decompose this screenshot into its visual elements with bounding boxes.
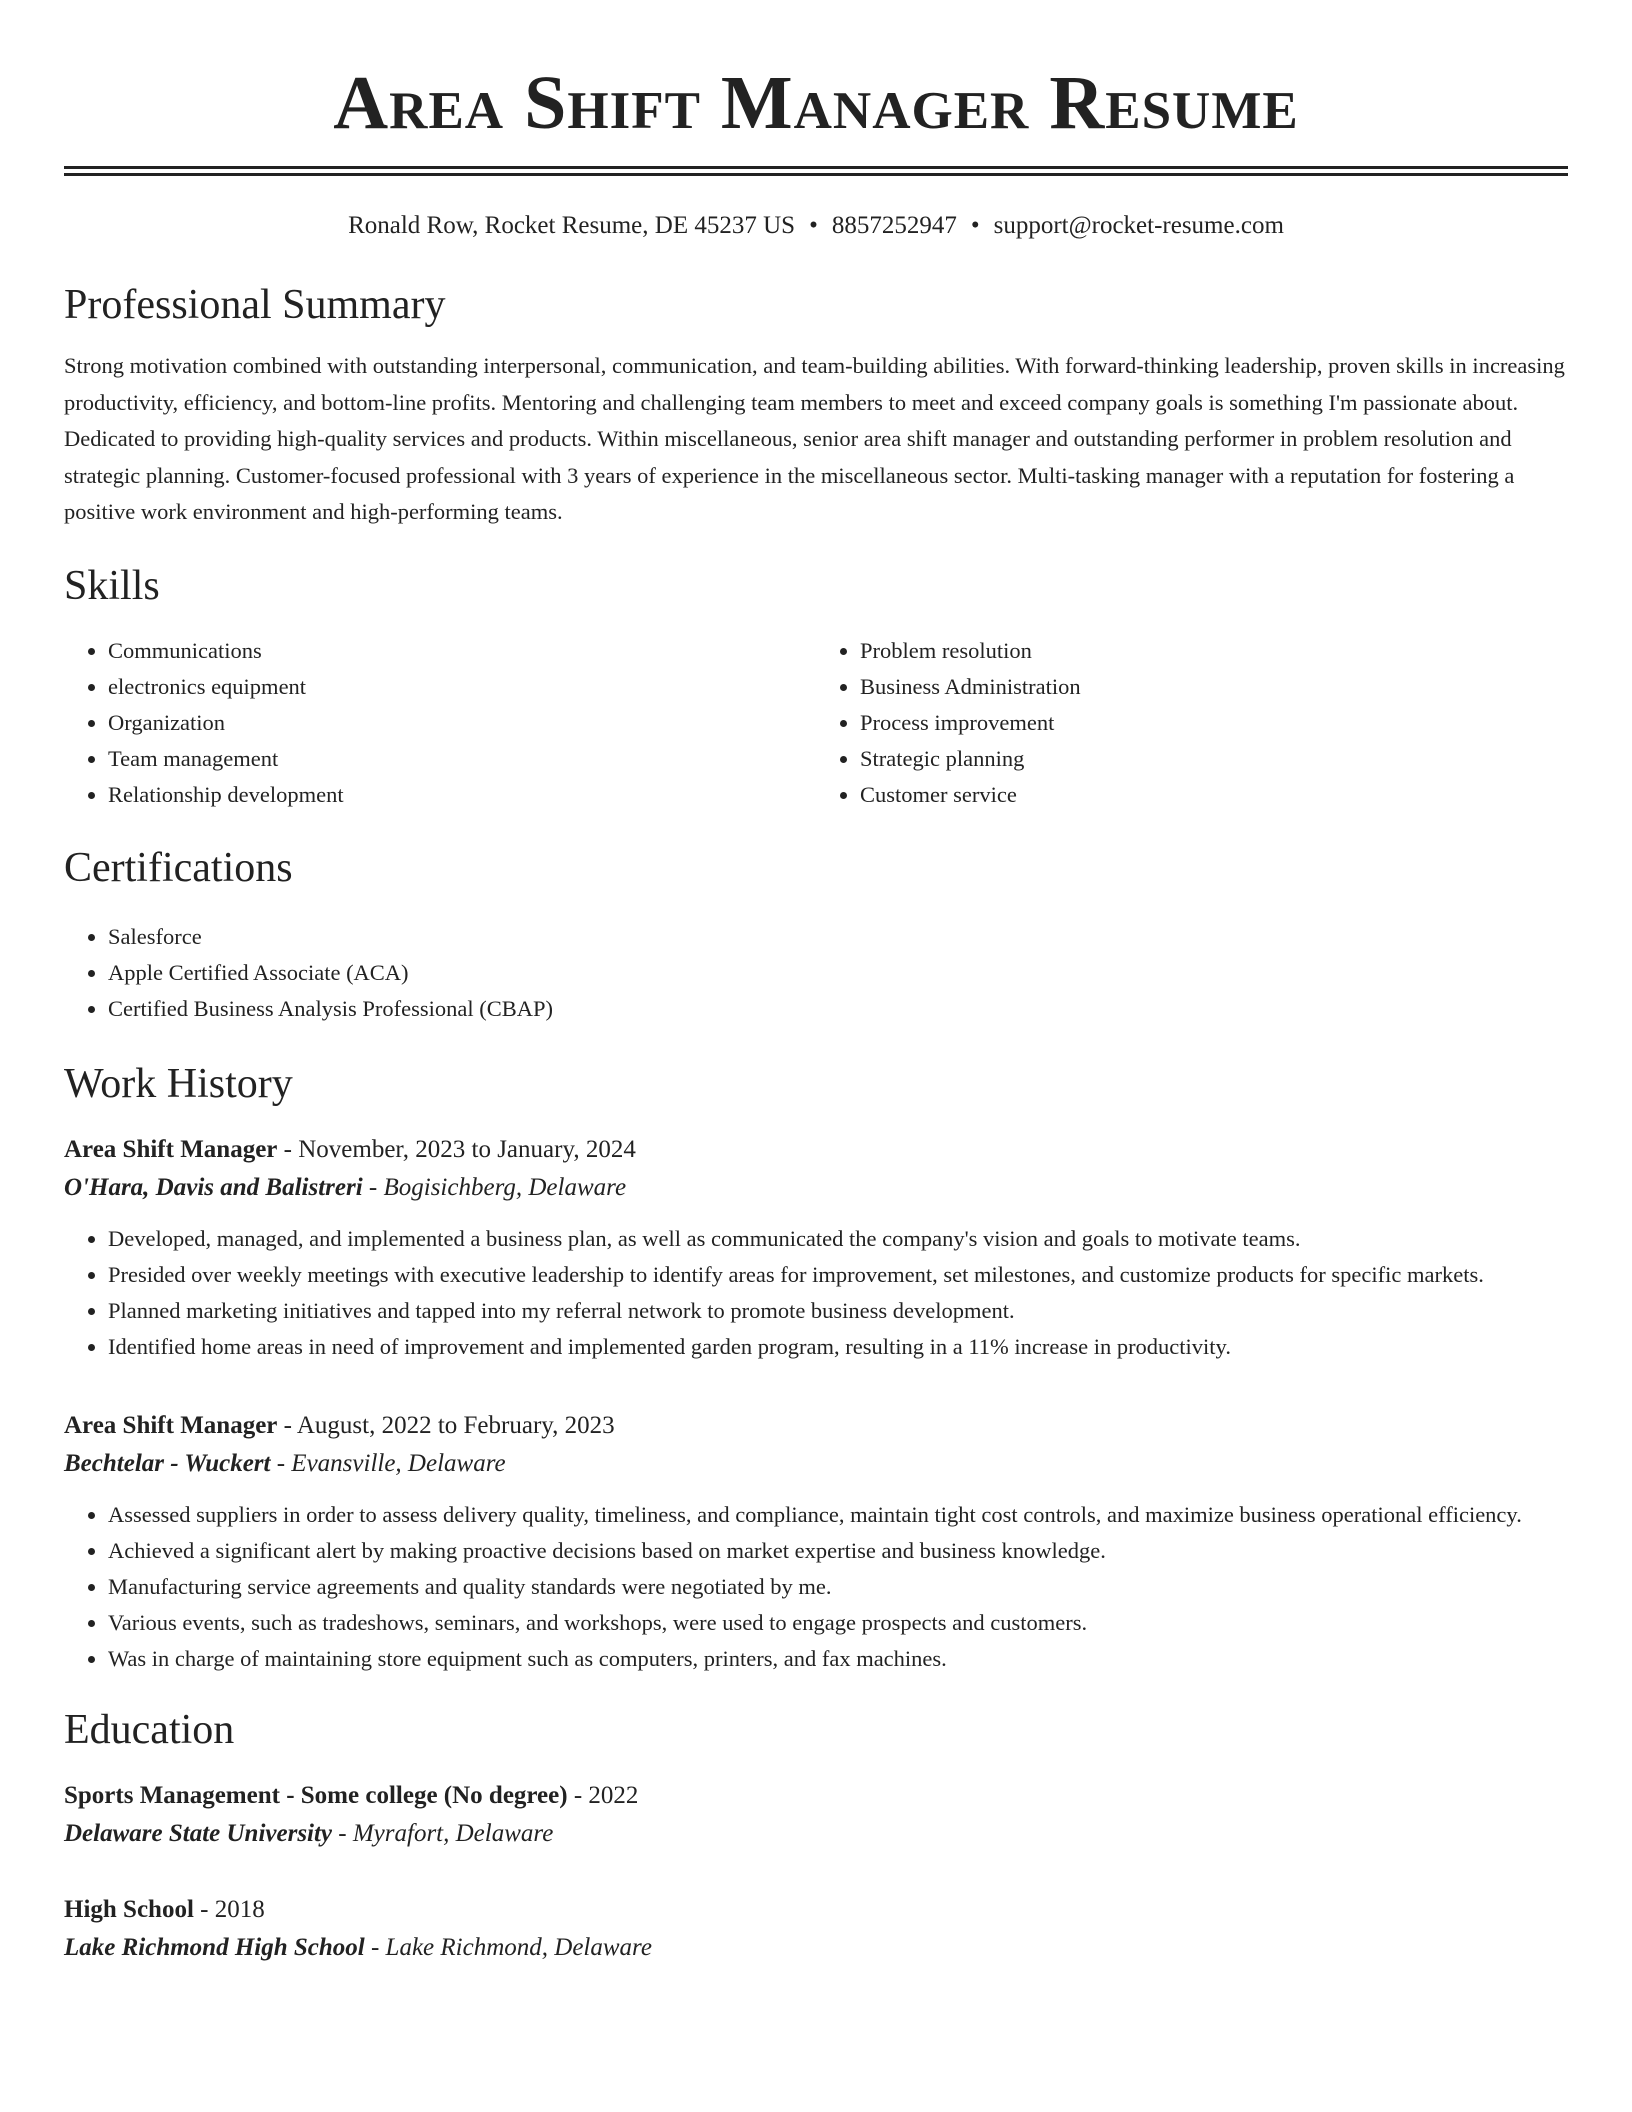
job-bullets bbox=[64, 1497, 1568, 1677]
skill-item: • Customer service bbox=[860, 777, 1568, 813]
summary-text: Strong motivation combined with outstanding interpersonal, communication, and team-building abilities. With forward-thinking leadership, proven skills in increasing productivity, efficiency, and bottom-line profits. Mentoring and challenging team members to meet and exceed company goals is something I'm passionate about. Dedicated to providing high-quality services and products. Within miscellaneous, senior area shift manager and outstanding performer in problem resolution and strategic planning. Customer-focused professional with 3 years of experience in the miscellaneous sector. Multi-tasking manager with a reputation for fostering a positive work environment and high-performing teams. bbox=[64, 353, 1565, 524]
job-title: Area Shift Manager bbox=[64, 1411, 278, 1439]
education-degree: Sports Management - Some college (No degree) bbox=[64, 1781, 568, 1809]
skill-item: • Communications bbox=[108, 633, 816, 669]
skill-item: • Strategic planning bbox=[860, 741, 1568, 777]
contact-separator: • bbox=[970, 212, 980, 239]
work-history-heading: Work History bbox=[64, 1060, 293, 1107]
job-company: O'Hara, Davis and Balistreri bbox=[64, 1173, 363, 1201]
education-institution bbox=[64, 1815, 1568, 1853]
job-bullet: • Was in charge of maintaining store equipment such as computers, printers, and fax machines. bbox=[108, 1641, 1568, 1677]
job-bullet: • Various events, such as tradeshows, seminars, and workshops, were used to engage prospects and customers. bbox=[108, 1605, 1568, 1641]
job-location: - Bogisichberg, Delaware bbox=[362, 1173, 627, 1201]
education-year: - 2018 bbox=[193, 1895, 265, 1923]
education-year: - 2022 bbox=[567, 1781, 639, 1809]
summary-heading: Professional Summary bbox=[64, 282, 446, 328]
skill-item: • Problem resolution bbox=[860, 633, 1568, 669]
certification-item: • Apple Certified Associate (ACA) bbox=[108, 955, 1568, 991]
contact-address: Ronald Row, Rocket Resume, DE 45237 US bbox=[348, 212, 796, 239]
job-employer bbox=[64, 1445, 1568, 1483]
skill-item: • Process improvement bbox=[860, 705, 1568, 741]
education-heading: Education bbox=[64, 1706, 235, 1753]
certification-item: • Certified Business Analysis Professional (CBAP) bbox=[108, 991, 1568, 1027]
job-entry bbox=[64, 1407, 1568, 1677]
education-location: - Lake Richmond, Delaware bbox=[364, 1933, 652, 1961]
job-header bbox=[64, 1407, 1568, 1445]
job-bullet: • Planned marketing initiatives and tapped into my referral network to promote business development. bbox=[108, 1293, 1568, 1329]
job-company: Bechtelar - Wuckert bbox=[64, 1449, 271, 1477]
education-header bbox=[64, 1777, 1568, 1815]
contact-phone: 8857252947 bbox=[831, 212, 957, 239]
education-school: Lake Richmond High School bbox=[64, 1933, 365, 1961]
skills-heading: Skills bbox=[64, 562, 160, 609]
education-institution bbox=[64, 1929, 1568, 1967]
job-location: - Evansville, Delaware bbox=[270, 1449, 506, 1477]
job-bullet: • Presided over weekly meetings with executive leadership to identify areas for improvement, set milestones, and customize products for specific markets. bbox=[108, 1257, 1568, 1293]
job-entry bbox=[64, 1131, 1568, 1365]
certifications-list bbox=[64, 919, 1568, 1027]
education-header bbox=[64, 1891, 1568, 1929]
job-header bbox=[64, 1131, 1568, 1169]
education-degree: High School bbox=[64, 1895, 194, 1923]
certifications-heading: Certifications bbox=[64, 844, 293, 891]
skill-item: • Business Administration bbox=[860, 669, 1568, 705]
education-entry bbox=[64, 1777, 1568, 1853]
job-bullet: • Manufacturing service agreements and quality standards were negotiated by me. bbox=[108, 1569, 1568, 1605]
contact-separator: • bbox=[809, 212, 818, 239]
skill-item: • Team management bbox=[108, 741, 816, 777]
title-double-rule bbox=[64, 166, 1568, 176]
contact-email: support@rocket-resume.com bbox=[993, 212, 1284, 239]
job-employer bbox=[64, 1169, 1568, 1207]
job-bullets bbox=[64, 1221, 1568, 1365]
skills-list-left bbox=[64, 633, 816, 813]
job-dates: - November, 2023 to January, 2024 bbox=[277, 1135, 636, 1163]
job-bullet: • Assessed suppliers in order to assess delivery quality, timeliness, and compliance, maintain tight cost controls, and maximize business operational efficiency. bbox=[108, 1497, 1568, 1533]
skill-item: • Organization bbox=[108, 705, 816, 741]
job-bullet: • Achieved a significant alert by making proactive decisions based on market expertise and business knowledge. bbox=[108, 1533, 1568, 1569]
job-dates: - August, 2022 to February, 2023 bbox=[277, 1411, 615, 1439]
education-location: - Myrafort, Delaware bbox=[332, 1819, 554, 1847]
job-bullet: • Identified home areas in need of improvement and implemented garden program, resulting in a 11% increase in productivity. bbox=[108, 1329, 1568, 1365]
job-bullet: • Developed, managed, and implemented a business plan, as well as communicated the company's vision and goals to motivate teams. bbox=[108, 1221, 1568, 1257]
contact-line bbox=[64, 210, 1568, 242]
resume-title: Area Shift Manager Resume bbox=[333, 61, 1299, 145]
skill-item: • Relationship development bbox=[108, 777, 816, 813]
skills-list-right bbox=[816, 633, 1568, 813]
skills-columns bbox=[64, 633, 1568, 813]
skill-item: • electronics equipment bbox=[108, 669, 816, 705]
education-school: Delaware State University bbox=[64, 1819, 333, 1847]
education-entry bbox=[64, 1891, 1568, 1967]
certification-item: • Salesforce bbox=[108, 919, 1568, 955]
job-title: Area Shift Manager bbox=[64, 1135, 278, 1163]
